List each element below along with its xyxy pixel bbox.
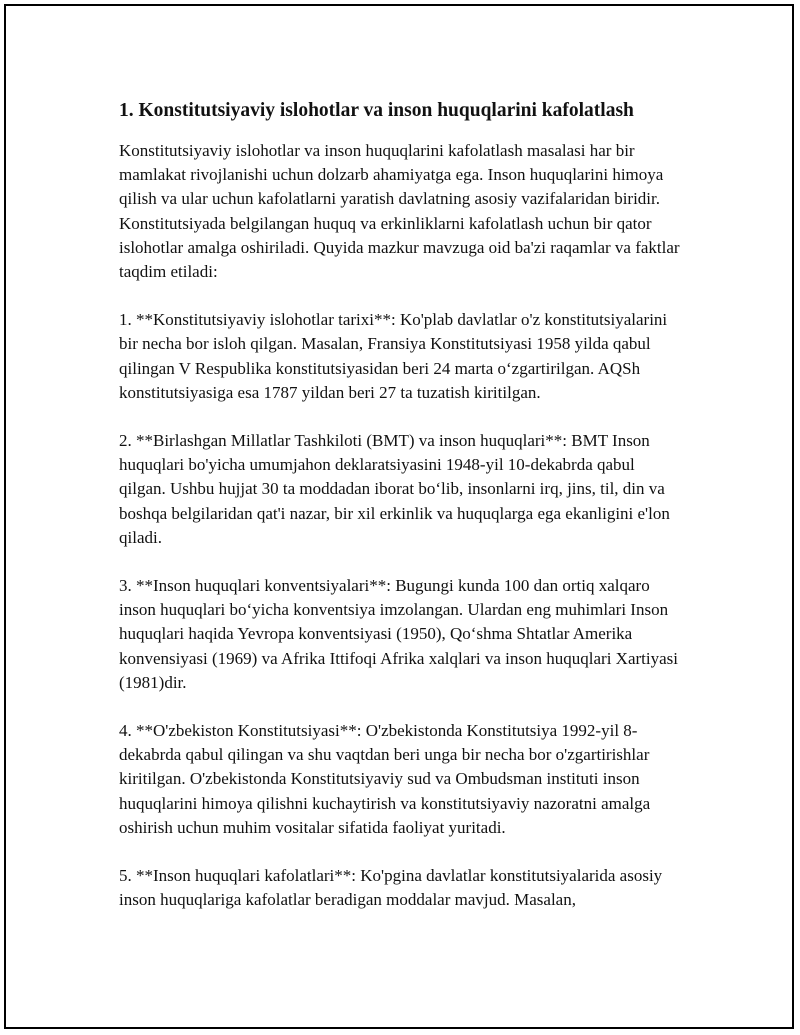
paragraph-uzbekistan-constitution: 4. **O'zbekiston Konstitutsiyasi**: O'zbekistonda Konstitutsiya 1992-yil 8-dekabrda qabul qilingan va shu vaqtdan beri unga bir necha bor o'zgartirishlar kiritilgan. O'zbekistonda Konstitutsiyaviy sud va Ombudsman instituti inson huquqlarini himoya qilishni kuchaytirish va konstitutsiyaviy nazoratni amalga oshirish uchun muhim vositalar sifatida faoliyat yuritadi. [119,721,651,837]
paragraph-human-rights-guarantees: 5. **Inson huquqlari kafolatlari**: Ko'pgina davlatlar konstitutsiyalarida asosiy inson huquqlariga kafolatlar beradigan moddalar mavjud. Masalan, [119,866,663,910]
paragraph-un-human-rights: 2. **Birlashgan Millatlar Tashkiloti (BMT) va inson huquqlari**: BMT Inson huquqlari bo'yicha umumjahon deklaratsiyasini 1948-yil 10-dekabrda qabul qilgan. Ushbu hujjat 30 ta moddadan iborat bo‘lib, insonlarni irq, jins, til, din va boshqa belgilaridan qat'i nazar, bir xil erkinlik va huquqlarga ega ekanligini e'lon qiladi. [119,431,670,547]
document-page [4,4,794,1029]
intro-paragraph: Konstitutsiyaviy islohotlar va inson huquqlarini kafolatlash masalasi har bir mamlakat rivojlanishi uchun dolzarb ahamiyatga ega. Inson huquqlarini himoya qilish va ular uchun kafolatlarni yaratish davlatning asosiy vazifalaridan biridir. Konstitutsiyada belgilangan huquq va erkinliklarni kafolatlash uchun bir qator islohotlar amalga oshiriladi. Quyida mazkur mavzuga oid ba'zi raqamlar va faktlar taqdim etiladi: [119,141,680,282]
paragraph-constitutional-reform-history: 1. **Konstitutsiyaviy islohotlar tarixi**: Ko'plab davlatlar o'z konstitutsiyalarini bir necha bor isloh qilgan. Masalan, Fransiya Konstitutsiyasi 1958 yilda qabul qilingan V Respublika konstitutsiyasidan beri 24 marta o‘zgartirilgan. AQSh konstitutsiyasiga esa 1787 yildan beri 27 ta tuzatish kiritilgan. [119,310,668,402]
paragraph-human-rights-conventions: 3. **Inson huquqlari konventsiyalari**: Bugungi kunda 100 dan ortiq xalqaro inson huquqlari bo‘yicha konventsiya imzolangan. Ulardan eng muhimlari Inson huquqlari haqida Yevropa konventsiyasi (1950), Qo‘shma Shtatlar Amerika konvensiyasi (1969) va Afrika Ittifoqi Afrika xalqlari va inson huquqlari Xartiyasi (1981)dir. [119,576,678,692]
document-body [119,98,684,936]
section-heading: 1. Konstitutsiyaviy islohotlar va inson huquqlarini kafolatlash [119,100,634,121]
